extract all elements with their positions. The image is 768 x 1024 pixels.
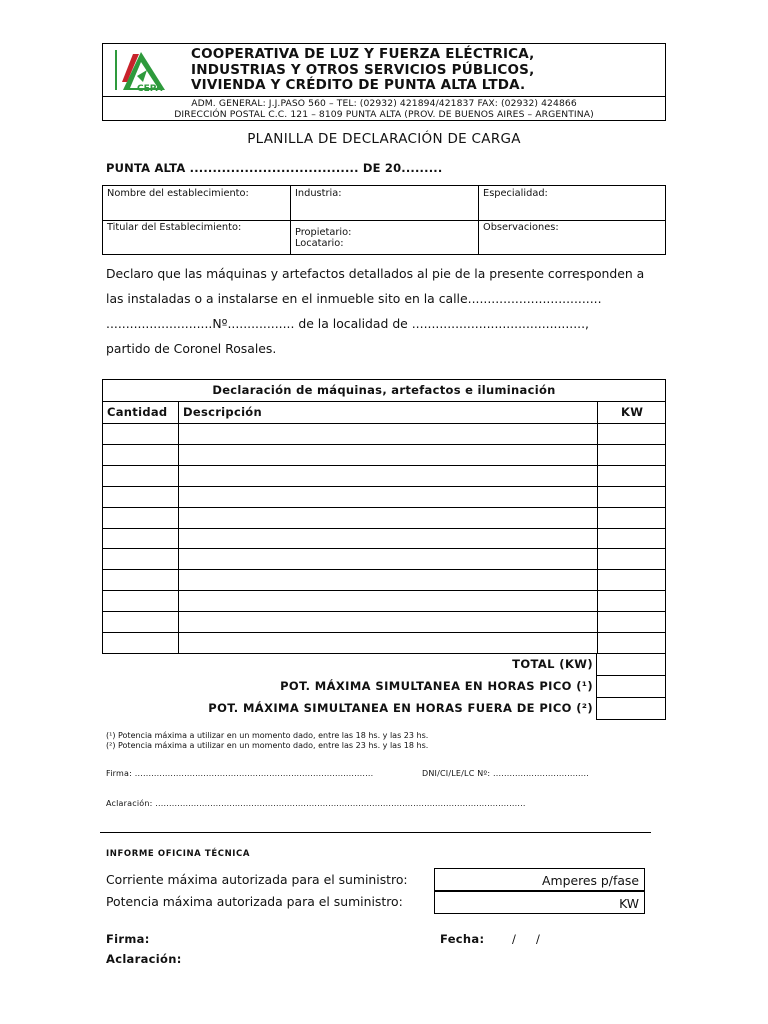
dni-line[interactable]: DNI/CI/LE/LC Nº: ................................... [422,769,590,778]
offpeak-power-label: POT. MÁXIMA SIMULTANEA EN HORAS FUERA DE PICO (²) [208,701,593,715]
locatario-field[interactable]: Locatario: [295,238,344,249]
office-report-title: INFORME OFICINA TÉCNICA [106,849,251,859]
address-line-1: ADM. GENERAL: J.J.PASO 560 – TEL: (02932) 421894/421837 FAX: (02932) 424866 [191,98,577,109]
peak-power-label: POT. MÁXIMA SIMULTANEA EN HORAS PICO (¹) [280,679,593,693]
declaration-line-1: Declaro que las máquinas y artefactos detallados al pie de la presente corresponden a [106,266,645,281]
table-row-divider [103,611,665,612]
machines-table [102,379,666,654]
header-box [102,43,666,121]
machines-table-title: Declaración de máquinas, artefactos e iluminación [212,383,556,397]
especialidad-field[interactable]: Especialidad: [483,188,548,199]
date-slashes[interactable]: / / [512,932,541,946]
table-row-divider [103,507,665,508]
power-box[interactable] [434,891,645,914]
table-header-divider [103,423,665,424]
industria-field[interactable]: Industria: [295,188,342,199]
declaration-line-3: ...........................Nº................. de la localidad de ............................................, [106,316,589,331]
office-aclaracion-label: Aclaración: [106,952,182,966]
section-divider [100,832,651,833]
current-box[interactable] [434,868,645,891]
form-title: PLANILLA DE DECLARACIÓN DE CARGA [247,131,521,147]
offpeak-power-box[interactable] [596,697,666,720]
col-header-descripcion: Descripción [183,405,262,419]
power-unit: KW [619,896,639,911]
peak-power-box[interactable] [596,675,666,698]
logo-text: CEPA [137,84,163,94]
propietario-field[interactable]: Propietario: [295,227,352,238]
office-fecha-label: Fecha: [440,932,485,946]
total-kw-box[interactable] [596,653,666,676]
firma-line[interactable]: Firma: ....................................................................................... [106,769,374,778]
table-title-divider [103,401,665,402]
col-header-kw: KW [621,405,644,419]
aclaracion-line[interactable]: Aclaración: ....................................................................................................................................... [106,799,526,808]
table-row-divider [103,465,665,466]
office-firma-label: Firma: [106,932,150,946]
header-divider [103,96,665,97]
table-row-divider [103,486,665,487]
table-row-divider [103,632,665,633]
place-date-line: PUNTA ALTA ..................................... DE 20......... [106,161,443,175]
cooperative-name [191,47,535,94]
info-row-divider [103,220,665,221]
table-row-divider [103,569,665,570]
nombre-field[interactable]: Nombre del establecimiento: [107,188,249,199]
table-row-divider [103,548,665,549]
table-row-divider [103,590,665,591]
current-label: Corriente máxima autorizada para el suministro: [106,872,408,887]
coop-name-line3: VIVIENDA Y CRÉDITO DE PUNTA ALTA LTDA. [191,77,526,93]
power-label: Potencia máxima autorizada para el suministro: [106,894,403,909]
coop-name-line2: INDUSTRIAS Y OTROS SERVICIOS PÚBLICOS, [191,61,535,78]
table-row-divider [103,444,665,445]
address-line-2: DIRECCIÓN POSTAL C.C. 121 – 8109 PUNTA ALTA (PROV. DE BUENOS AIRES – ARGENTINA) [174,109,594,120]
cepa-logo [113,48,173,94]
footnote-2: (²) Potencia máxima a utilizar en un momento dado, entre las 23 hs. y las 18 hs. [106,741,429,750]
titular-field[interactable]: Titular del Establecimiento: [107,222,242,233]
observaciones-field[interactable]: Observaciones: [483,222,559,233]
total-kw-label: TOTAL (KW) [512,657,593,671]
coop-name-line1: COOPERATIVA DE LUZ Y FUERZA ELÉCTRICA, [191,46,535,62]
establishment-info-table [102,185,666,255]
current-unit: Amperes p/fase [542,873,639,888]
declaration-line-4: partido de Coronel Rosales. [106,341,277,356]
declaration-line-2: las instaladas o a instalarse en el inmueble sito en la calle.................................. [106,291,602,306]
col-header-cantidad: Cantidad [107,405,168,419]
table-row-divider [103,528,665,529]
footnote-1: (¹) Potencia máxima a utilizar en un momento dado, entre las 18 hs. y las 23 hs. [106,731,429,740]
